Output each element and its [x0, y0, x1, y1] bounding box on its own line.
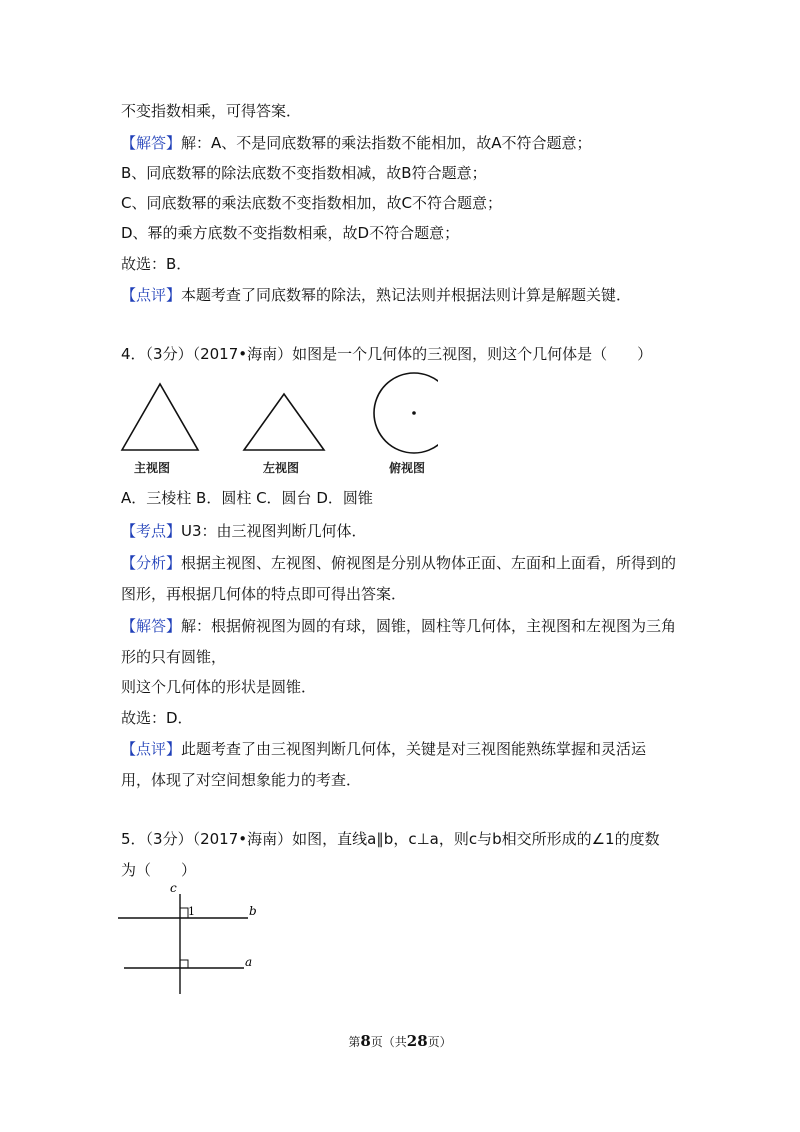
fenxi-line-2: 图形，再根据几何体的特点即可得出答案． — [121, 585, 407, 603]
dianping-line-2: 用，体现了对空间想象能力的考查． — [121, 771, 362, 789]
page-footer: 第8页（共28页） — [348, 1032, 452, 1050]
question-4-stem: 4．（3分）（2017•海南）如图是一个几何体的三视图，则这个几何体是（ ） — [121, 345, 653, 363]
parallel-lines-figure — [118, 884, 268, 996]
answer-line: 故选：D． — [121, 709, 193, 727]
angle-1-mark — [180, 908, 188, 918]
dianping-tag: 【点评】 — [121, 286, 182, 304]
left-view-label: 左视图 — [263, 461, 300, 475]
question-5-stem-2: 为（ ） — [121, 861, 197, 879]
fenxi-line: 【分析】根据主视图、左视图、俯视图是分别从物体正面、左面和上面看，所得到的 — [121, 554, 677, 572]
text-line: 【点评】本题考查了同底数幂的除法，熟记法则并根据法则计算是解题关键． — [121, 286, 632, 304]
text-line: 【解答】解：A、不是同底数幂的乘法指数不能相加，故A不符合题意； — [121, 134, 592, 152]
left-view-triangle — [244, 394, 324, 450]
three-views-figure — [118, 372, 438, 454]
front-view-triangle — [122, 384, 198, 450]
top-view-circle — [374, 373, 438, 453]
jieda-tag: 【解答】 — [121, 134, 182, 152]
question-5-stem: 5．（3分）（2017•海南）如图，直线a∥b，c⊥a，则c与b相交所形成的∠1的度数 — [121, 830, 660, 848]
dianping-line: 【点评】此题考查了由三视图判断几何体，关键是对三视图能熟练掌握和灵活运 — [121, 740, 647, 758]
right-angle-mark — [180, 960, 188, 968]
front-view-label: 主视图 — [134, 461, 171, 475]
label-c: c — [170, 884, 177, 895]
label-a: a — [245, 955, 253, 969]
label-1: 1 — [188, 905, 195, 918]
text-line: B、同底数幂的除法底数不变指数相减，故B符合题意； — [121, 164, 487, 182]
top-view-center-dot — [412, 411, 416, 415]
jieda-line-2: 形的只有圆锥， — [121, 648, 227, 666]
text-line: C、同底数幂的乘法底数不变指数相加，故C不符合题意； — [121, 194, 502, 212]
top-view-label: 俯视图 — [389, 461, 426, 475]
jieda-line-3: 则这个几何体的形状是圆锥． — [121, 678, 317, 696]
text-line: 不变指数相乘，可得答案． — [121, 102, 302, 120]
kaodian-line: 【考点】U3：由三视图判断几何体． — [121, 522, 367, 540]
jieda-line: 【解答】解：根据俯视图为圆的有球，圆锥，圆柱等几何体，主视图和左视图为三角 — [121, 617, 677, 635]
text-line: D、幂的乘方底数不变指数相乘，故D不符合题意； — [121, 224, 460, 242]
label-b: b — [249, 904, 257, 918]
text-line: 故选：B． — [121, 255, 192, 273]
question-4-options: A．三棱柱 B．圆柱 C．圆台 D．圆锥 — [121, 489, 373, 507]
